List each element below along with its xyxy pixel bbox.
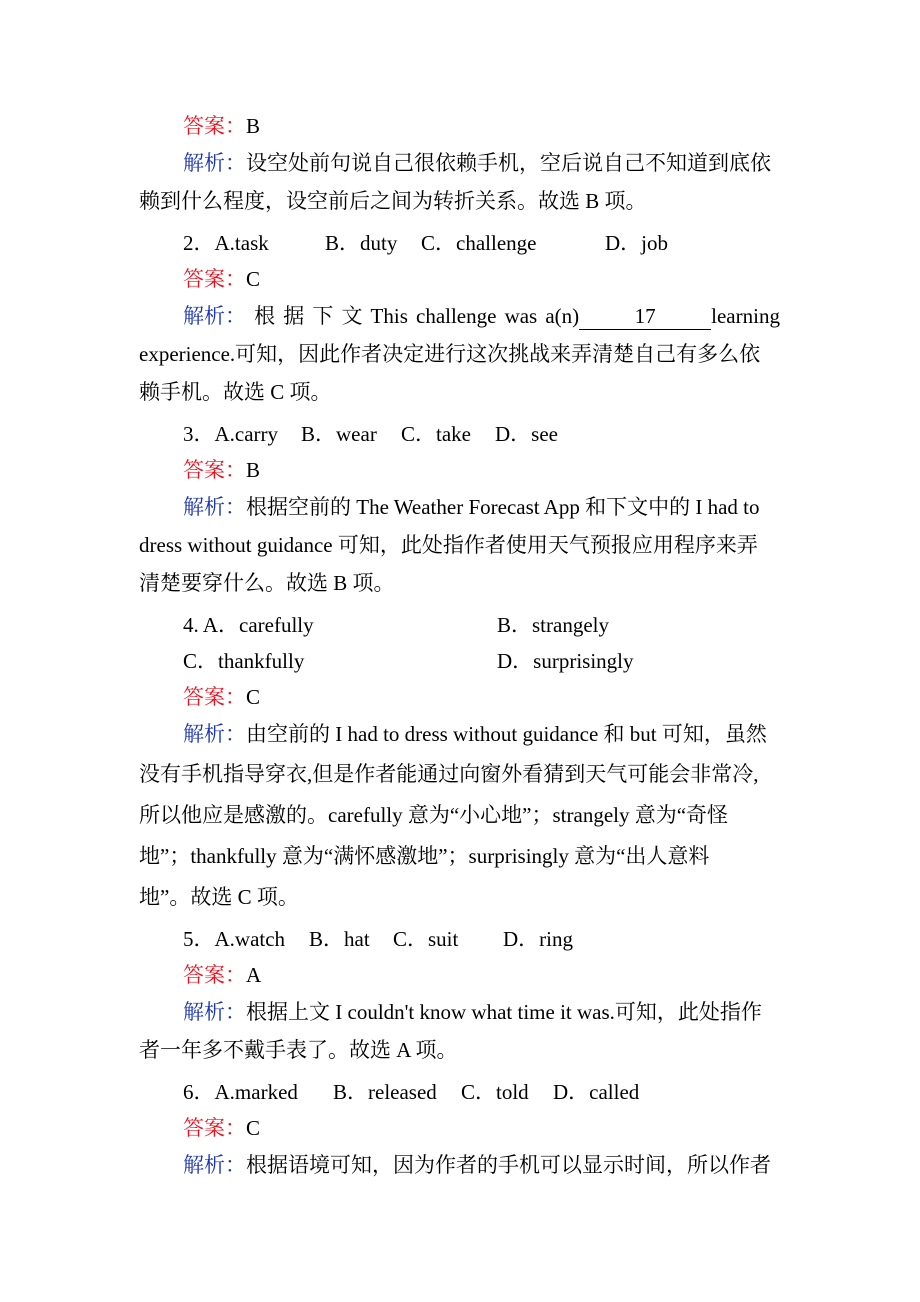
- q1-analysis-line: 赖到什么程度，设空前后之间为转折关系。故选 B 项。: [139, 189, 647, 213]
- q3-analysis-line: 清楚要穿什么。故选 B 项。: [139, 571, 395, 595]
- q4-analysis-line: 所以他应是感激的。carefully 意为“小心地”；strangely 意为“奇怪: [139, 803, 729, 827]
- option: C．thankfully: [183, 649, 305, 673]
- option: C．take: [401, 422, 471, 446]
- answer-value: B: [246, 458, 261, 482]
- answer-value: A: [246, 963, 262, 987]
- option: D．surprisingly: [497, 649, 634, 673]
- analysis-label: 解析：: [183, 1000, 246, 1024]
- option: C．told: [461, 1080, 529, 1104]
- option: B．duty: [325, 231, 398, 255]
- answer-label: 答案：: [183, 267, 246, 291]
- option: A.watch: [214, 927, 286, 951]
- option: D．called: [553, 1080, 640, 1104]
- option: D．ring: [503, 927, 573, 951]
- q3-analysis-line: dress without guidance 可知，此处指作者使用天气预报应用程序来弄: [139, 533, 758, 557]
- analysis-label: 解析：: [183, 722, 246, 746]
- q5-analysis-line: 者一年多不戴手表了。故选 A 项。: [139, 1038, 458, 1062]
- answer-label: 答案：: [183, 458, 246, 482]
- option: C．suit: [393, 927, 459, 951]
- q4-analysis-line: [183, 719, 767, 749]
- q4-option-row: [183, 610, 314, 640]
- q3-answer: [183, 455, 260, 485]
- q6-analysis-line: [183, 1150, 771, 1180]
- answer-value: C: [246, 1116, 261, 1140]
- question-number: 4.: [183, 613, 203, 637]
- analysis-text: 根据上文 I couldn't know what time it was.可知，此处指作: [246, 1000, 762, 1024]
- analysis-text: 根据空前的 The Weather Forecast App 和下文中的 I had to: [246, 495, 760, 519]
- analysis-label: 解析：: [183, 151, 246, 175]
- option: A.marked: [214, 1080, 298, 1104]
- q5-analysis-line: [183, 997, 762, 1027]
- analysis-text: 由空前的 I had to dress without guidance 和 but 可知，虽然: [246, 722, 767, 746]
- answer-value: C: [246, 685, 261, 709]
- option: C．challenge: [421, 231, 537, 255]
- analysis-label: 解析：: [183, 495, 246, 519]
- option: A．carefully: [202, 613, 314, 637]
- analysis-label: 解析：: [183, 1153, 246, 1177]
- q2-question: [183, 228, 683, 258]
- question-number: 2．: [183, 231, 215, 255]
- q5-question: [183, 924, 603, 954]
- answer-label: 答案：: [183, 963, 246, 987]
- q4-analysis-line: 地”。故选 C 项。: [139, 885, 299, 909]
- answer-label: 答案：: [183, 1116, 246, 1140]
- q4-analysis-line: 地”；thankfully 意为“满怀感激地”；surprisingly 意为“出人意料: [139, 844, 710, 868]
- option: A.task: [214, 231, 269, 255]
- q3-analysis-line: [183, 492, 760, 522]
- question-number: 6．: [183, 1080, 215, 1104]
- q4-answer: [183, 682, 260, 712]
- q3-question: [183, 419, 583, 449]
- fill-blank: 17: [579, 303, 711, 330]
- option: A.carry: [214, 422, 279, 446]
- q2-answer: [183, 264, 260, 294]
- q1-answer: [183, 111, 260, 141]
- option: B．wear: [301, 422, 377, 446]
- q5-answer: [183, 960, 261, 990]
- option: B．hat: [309, 927, 370, 951]
- analysis-label: 解析：: [183, 304, 246, 328]
- analysis-text: 根据语境可知，因为作者的手机可以显示时间，所以作者: [246, 1153, 771, 1177]
- question-number: 3．: [183, 422, 215, 446]
- q6-answer: [183, 1113, 260, 1143]
- answer-value: C: [246, 267, 261, 291]
- option: D．see: [495, 422, 558, 446]
- answer-label: 答案：: [183, 114, 246, 138]
- q1-analysis-line: [183, 148, 780, 178]
- q2-analysis-line: 解析： 根 据 下 文 This challenge was a(n) 17 learning: [183, 301, 780, 331]
- question-number: 5．: [183, 927, 215, 951]
- q4-analysis-line: 没有手机指导穿衣,但是作者能通过向窗外看猜到天气可能会非常冷,: [139, 762, 759, 786]
- q2-analysis-line: 赖手机。故选 C 项。: [139, 380, 332, 404]
- answer-label: 答案：: [183, 685, 246, 709]
- option: B．released: [333, 1080, 437, 1104]
- q6-question: [183, 1077, 663, 1107]
- analysis-text: 设空处前句说自己很依赖手机，空后说自己不知道到底依: [246, 151, 771, 175]
- option: D．job: [605, 231, 668, 255]
- option: B．strangely: [497, 613, 609, 637]
- q2-analysis-line: experience.可知，因此作者决定进行这次挑战来弄清楚自己有多么依: [139, 342, 761, 366]
- answer-value: B: [246, 114, 261, 138]
